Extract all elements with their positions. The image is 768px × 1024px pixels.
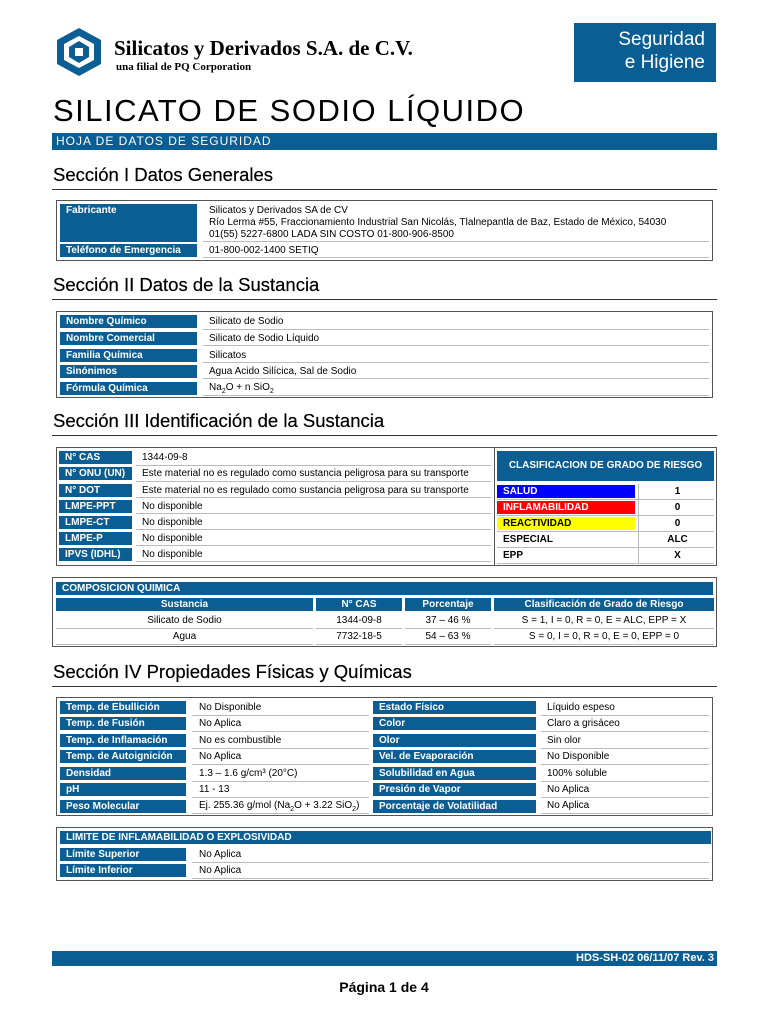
row-divider — [192, 798, 369, 814]
row-divider — [192, 766, 369, 782]
comp-row1-clasificacion: S = 1, I = 0, R = 0, E = ALC, EPP = X — [521, 615, 687, 626]
row-divider — [541, 733, 709, 749]
sinonimos-label: Sinónimos — [60, 365, 197, 378]
row-divider — [192, 749, 369, 765]
row-divider — [497, 484, 714, 500]
emergencia-value: 01-800-002-1400 SETIQ — [209, 245, 319, 256]
peso-sub2: 2 — [352, 806, 357, 813]
formula-na: Na — [209, 382, 222, 393]
comp-row2-clasificacion: S = 0, I = 0, R = 0, E = 0, EPP = 0 — [528, 631, 680, 642]
row-divider — [316, 629, 402, 645]
reactividad-value: 0 — [674, 518, 681, 529]
fusion-value: No Aplica — [199, 718, 242, 729]
inflamabilidad-value: 0 — [674, 502, 681, 513]
peso-sub1: 2 — [290, 806, 295, 813]
company-name: Silicatos y Derivados S.A. de C.V. — [114, 36, 413, 60]
col-divider — [638, 484, 639, 564]
solubilidad-value: 100% soluble — [547, 768, 608, 779]
row-divider — [497, 532, 714, 548]
company-logo — [54, 27, 104, 77]
comp-row1-cas: 1344-09-8 — [336, 615, 382, 626]
especial-label: ESPECIAL — [503, 534, 554, 545]
section-2-rule — [52, 299, 717, 300]
row-divider — [192, 847, 709, 863]
footer-code: HDS-SH-02 06/11/07 Rev. 3 — [52, 951, 717, 966]
familia-quimica-value: Silicatos — [209, 350, 247, 361]
cas-value: 1344-09-8 — [142, 452, 188, 463]
limite-superior-value: No Aplica — [199, 849, 242, 860]
grado-riesgo-table — [494, 447, 717, 566]
row-divider — [494, 613, 714, 629]
col-cas: N° CAS — [316, 598, 402, 611]
row-divider — [541, 700, 709, 716]
autoignicion-value: No Aplica — [199, 751, 242, 762]
estado-fisico-value: Líquido espeso — [547, 702, 615, 713]
col-clasificacion: Clasificación de Grado de Riesgo — [494, 598, 714, 611]
olor-label: Olor — [373, 734, 536, 747]
comp-row1-porcentaje: 37 – 46 % — [425, 615, 471, 626]
especial-value: ALC — [667, 534, 688, 545]
peso-a: Ej. 255.36 g/mol (Na — [199, 800, 291, 811]
peso-molecular-label: Peso Molecular — [60, 800, 186, 813]
row-divider — [541, 798, 709, 814]
section-1-rule — [52, 189, 717, 190]
ebullicion-value: No Disponible — [199, 702, 262, 713]
row-divider — [497, 500, 714, 516]
row-divider — [497, 548, 714, 564]
nombre-comercial-value: Silicato de Sodio Líquido — [209, 333, 320, 344]
dot-label: N° DOT — [59, 484, 132, 497]
row-divider — [316, 613, 402, 629]
limite-title: LIMITE DE INFLAMABILIDAD O EXPLOSIVIDAD — [60, 831, 711, 844]
lmpe-p-value: No disponible — [142, 533, 203, 544]
identificacion-table — [56, 447, 495, 566]
badge-line2: e Higiene — [624, 52, 705, 73]
sinonimos-value: Agua Acido Silícica, Sal de Sodio — [209, 366, 357, 377]
row-divider — [136, 450, 491, 466]
row-divider — [136, 514, 491, 530]
section-2-heading: Sección II Datos de la Sustancia — [53, 274, 320, 295]
presion-vapor-value: No Aplica — [547, 784, 590, 795]
salud-label: SALUD — [503, 486, 538, 497]
row-divider — [192, 782, 369, 798]
densidad-value: 1.3 – 1.6 g/cm³ (20°C) — [199, 768, 298, 779]
epp-label: EPP — [503, 550, 524, 561]
row-divider — [136, 546, 491, 562]
comp-row2-sustancia: Agua — [172, 631, 197, 642]
company-subsidiary: una filial de PQ Corporation — [116, 61, 252, 73]
volatilidad-label: Porcentaje de Volatilidad — [373, 800, 536, 813]
composicion-table — [52, 577, 717, 647]
seguridad-badge — [574, 23, 716, 82]
color-label: Color — [373, 717, 536, 730]
ebullicion-label: Temp. de Ebullición — [60, 701, 186, 714]
solubilidad-label: Solubilidad en Agua — [373, 767, 536, 780]
ph-value: 11 - 13 — [199, 784, 230, 795]
nombre-quimico-value: Silicato de Sodio — [209, 316, 284, 327]
evaporacion-label: Vel. de Evaporación — [373, 750, 536, 763]
page-number: Página 1 de 4 — [339, 979, 429, 995]
emergencia-label: Teléfono de Emergencia — [60, 244, 197, 257]
row-divider — [541, 782, 709, 798]
color-value: Claro a grisáceo — [547, 718, 620, 729]
cas-label: N° CAS — [59, 451, 132, 464]
nombre-quimico-label: Nombre Químico — [60, 315, 197, 328]
estado-fisico-label: Estado Físico — [373, 701, 536, 714]
presion-vapor-label: Presión de Vapor — [373, 783, 536, 796]
section-4-heading: Sección IV Propiedades Físicas y Químicas — [53, 661, 412, 682]
ph-label: pH — [60, 783, 186, 796]
section-3-heading: Sección III Identificación de la Sustancia — [53, 410, 385, 431]
epp-value: X — [674, 550, 681, 561]
comp-row2-cas: 7732-18-5 — [336, 631, 382, 642]
row-divider — [136, 530, 491, 546]
formula-mid: O + n SiO — [225, 382, 270, 393]
autoignicion-label: Temp. de Autoignición — [60, 750, 186, 763]
row-divider — [192, 733, 369, 749]
limite-table — [56, 827, 713, 881]
emergencia-cell — [203, 244, 709, 258]
composicion-title: COMPOSICION QUIMICA — [56, 582, 713, 595]
peso-b: O + 3.22 SiO — [294, 800, 353, 811]
inflamabilidad-label: INFLAMABILIDAD — [503, 502, 589, 513]
evaporacion-value: No Disponible — [547, 751, 610, 762]
row-divider — [136, 466, 491, 482]
row-divider — [136, 482, 491, 498]
comp-row2-porcentaje: 54 – 63 % — [425, 631, 471, 642]
densidad-label: Densidad — [60, 767, 186, 780]
lmpe-ct-label: LMPE-CT — [59, 516, 132, 529]
limite-inferior-label: Límite Inferior — [60, 864, 186, 877]
inflamacion-value: No es combustible — [199, 735, 282, 746]
onu-label: N° ONU (UN) — [59, 467, 132, 480]
row-divider — [192, 700, 369, 716]
row-divider — [541, 766, 709, 782]
fabricante-cell — [203, 204, 709, 242]
row-divider — [203, 364, 709, 379]
propiedades-table — [56, 697, 713, 816]
reactividad-label: REACTIVIDAD — [503, 518, 572, 529]
formula-quimica-label: Fórmula Química — [60, 382, 197, 395]
row-divider — [192, 863, 709, 879]
document-subtitle: HOJA DE DATOS DE SEGURIDAD — [52, 133, 717, 150]
fabricante-line3: 01(55) 5227-6800 LADA SIN COSTO 01-800-906-8500 — [209, 229, 454, 240]
row-divider — [541, 716, 709, 732]
row-divider — [203, 331, 709, 346]
lmpe-p-label: LMPE-P — [59, 532, 132, 545]
row-divider — [203, 381, 709, 396]
section-1-heading: Sección I Datos Generales — [53, 164, 274, 185]
formula-sub-b: 2 — [269, 388, 274, 395]
ipvs-value: No disponible — [142, 549, 203, 560]
row-divider — [56, 629, 313, 645]
document-title: SILICATO DE SODIO LÍQUIDO — [53, 93, 526, 128]
row-divider — [541, 749, 709, 765]
fusion-label: Temp. de Fusión — [60, 717, 186, 730]
lmpe-ct-value: No disponible — [142, 517, 203, 528]
section-4-rule — [52, 686, 717, 687]
lmpe-ppt-label: LMPE-PPT — [59, 500, 132, 513]
col-porcentaje: Porcentaje — [405, 598, 491, 611]
dot-value: Este material no es regulado como sustancia peligrosa para su transporte — [142, 485, 469, 496]
row-divider — [192, 716, 369, 732]
row-divider — [494, 629, 714, 645]
lmpe-ppt-value: No disponible — [142, 501, 203, 512]
col-sustancia: Sustancia — [56, 598, 313, 611]
limite-inferior-value: No Aplica — [199, 865, 242, 876]
row-divider — [497, 516, 714, 532]
datos-sustancia-table — [56, 311, 713, 398]
fabricante-label: Fabricante — [60, 204, 197, 242]
volatilidad-value: No Aplica — [547, 800, 590, 811]
salud-value: 1 — [674, 486, 681, 497]
fabricante-line1: Silicatos y Derivados SA de CV — [209, 205, 348, 216]
row-divider — [203, 315, 709, 330]
familia-quimica-label: Familia Química — [60, 349, 197, 362]
onu-value: Este material no es regulado como sustancia peligrosa para su transporte — [142, 468, 469, 479]
row-divider — [56, 613, 313, 629]
olor-value: Sin olor — [547, 735, 581, 746]
ipvs-label: IPVS (IDHL) — [59, 548, 132, 561]
formula-sub: 2 — [221, 388, 226, 395]
section-3-rule — [52, 435, 717, 436]
row-divider — [136, 498, 491, 514]
riesgo-header: CLASIFICACION DE GRADO DE RIESGO — [497, 451, 714, 481]
datos-generales-table — [56, 200, 713, 261]
row-divider — [405, 629, 491, 645]
fabricante-line2: Río Lerma #55, Fraccionamiento Industrial San Nicolás, Tlalnepantla de Baz, Estado de México, 54030 — [209, 217, 667, 228]
row-divider — [203, 348, 709, 363]
comp-row1-sustancia: Silicato de Sodio — [147, 615, 222, 626]
limite-superior-label: Límite Superior — [60, 848, 186, 861]
nombre-comercial-label: Nombre Comercial — [60, 332, 197, 345]
badge-line1: Seguridad — [618, 29, 705, 50]
inflamacion-label: Temp. de Inflamación — [60, 734, 186, 747]
peso-c: ) — [356, 800, 360, 811]
row-divider — [405, 613, 491, 629]
